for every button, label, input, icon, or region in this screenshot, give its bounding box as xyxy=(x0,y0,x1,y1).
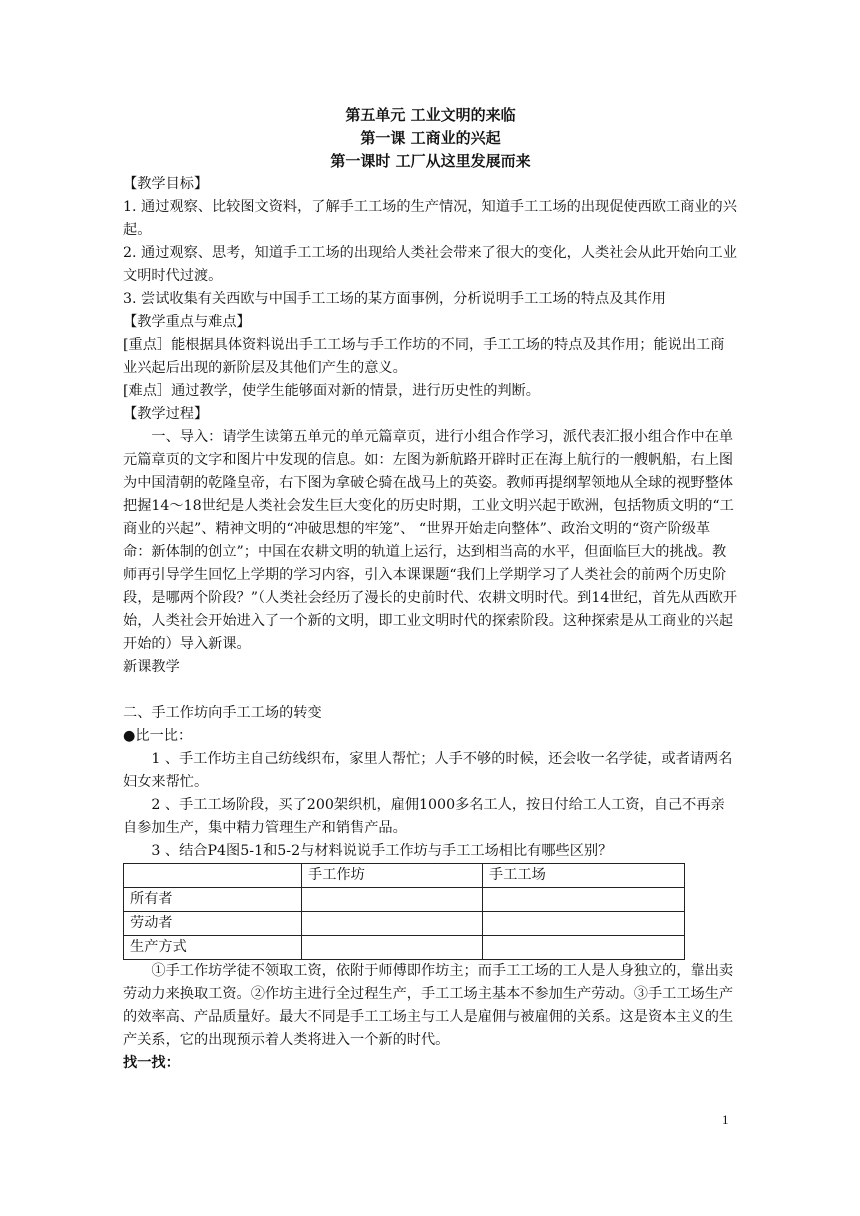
blank-line xyxy=(123,679,738,702)
process-heading: 【教学过程】 xyxy=(123,406,209,422)
row-label: 劳动者 xyxy=(124,912,302,936)
compare-item-2: 2 、手工工场阶段，买了200架织机，雇佣1000多名工人，按日付给工人工资，自己不再亲自参加生产，集中精力管理生产和销售产品。 xyxy=(123,797,725,836)
page-content xyxy=(123,104,738,1075)
table-cell xyxy=(302,936,483,960)
page-number: 1 xyxy=(722,1112,729,1127)
compare-label: ●比一比： xyxy=(123,728,193,744)
table-cell xyxy=(483,888,685,912)
compare-item-1: 1 、手工作坊主自己纺线织布，家里人帮忙；人手不够的时候，还会收一名学徒，或者请两名妇女来帮忙。 xyxy=(123,751,733,790)
keypoints-heading: 【教学重点与难点】 xyxy=(123,314,251,330)
compare-item-3: 3 、结合P4图5-1和5-2与材料说说手工作坊与手工工场相比有哪些区别？ xyxy=(151,843,613,859)
objective-item: 2. 通过观察、思考，知道手工工场的出现给人类社会带来了很大的变化，人类社会从此开始向工业文明时代过渡。 xyxy=(123,245,737,284)
comparison-table xyxy=(123,863,685,960)
table-header-row xyxy=(124,864,685,888)
objective-item: 3. 尝试收集有关西欧与中国手工工场的某方面事例，分析说明手工工场的特点及其作用 xyxy=(123,291,666,307)
table-header-cell xyxy=(124,864,302,888)
unit-title: 第五单元 工业文明的来临 xyxy=(345,106,516,124)
keypoint-focus: [重点］能根据具体资料说出手工工场与手工作坊的不同，手工工场的特点及其作用；能说出工商业兴起后出现的新阶层及其他们产生的意义。 xyxy=(123,337,725,376)
table-cell xyxy=(302,888,483,912)
objectives-heading: 【教学目标】 xyxy=(123,176,209,192)
table-row xyxy=(124,936,685,960)
intro-paragraph: 一、导入：请学生读第五单元的单元篇章页，进行小组合作学习，派代表汇报小组合作中在单元篇章页的文字和图片中发现的信息。如：左图为新航路开辟时正在海上航行的一艘帆船，右上图为中国清朝的乾隆皇帝，右下图为拿破仑骑在战马上的英姿。教师再提纲挈领地从全球的视野整体把握14～18世纪是人类社会发生巨大变化的历史时期，工业文明兴起于欧洲，包括物质文明的“工商业的兴起”、精神文明的“冲破思想的牢笼”、 “世界开始走向整体”、政治文明的“资产阶级革命：新体制的创立”；中国在农耕文明的轨道上运行，达到相当高的水平，但面临巨大的挑战。教师再引导学生回忆上学期的学习内容，引入本课课题“我们上学期学习了人类社会的前两个历史阶段，是哪两个阶段？”（人类社会经历了漫长的史前时代、农耕文明时代。到14世纪，首先从西欧开始，人类社会开始进入了一个新的文明，即工业文明时代的探索阶段。这种探索是从工商业的兴起开始的）导入新课。 xyxy=(123,429,738,652)
table-row xyxy=(124,912,685,936)
objective-item: 1. 通过观察、比较图文资料，了解手工工场的生产情况，知道手工工场的出现促使西欧工商业的兴起。 xyxy=(123,199,737,238)
period-title: 第一课时 工厂从这里发展而来 xyxy=(330,152,531,170)
answer-paragraph: ①手工作坊学徒不领取工资，依附于师傅即作坊主；而手工工场的工人是人身独立的，靠出卖劳动力来换取工资。②作坊主进行全过程生产，手工工场主基本不参加生产劳动。③手工工场生产的效率高、产品质量好。最大不同是手工工场主与工人是雇佣与被雇佣的关系。这是资本主义的生产关系，它的出现预示着人类将进入一个新的时代。 xyxy=(123,963,734,1048)
lesson-title: 第一课 工商业的兴起 xyxy=(360,129,501,147)
section2-heading: 二、手工作坊向手工工场的转变 xyxy=(123,705,322,721)
keypoint-difficulty: [难点］通过教学，使学生能够面对新的情景，进行历史性的判断。 xyxy=(123,383,540,399)
table-cell xyxy=(483,912,685,936)
table-header-cell: 手工作坊 xyxy=(302,864,483,888)
row-label: 生产方式 xyxy=(124,936,302,960)
table-cell xyxy=(302,912,483,936)
find-label: 找一找： xyxy=(123,1055,180,1071)
new-lesson-label: 新课教学 xyxy=(123,659,180,675)
table-cell xyxy=(483,936,685,960)
table-header-cell: 手工工场 xyxy=(483,864,685,888)
row-label: 所有者 xyxy=(124,888,302,912)
table-row xyxy=(124,888,685,912)
